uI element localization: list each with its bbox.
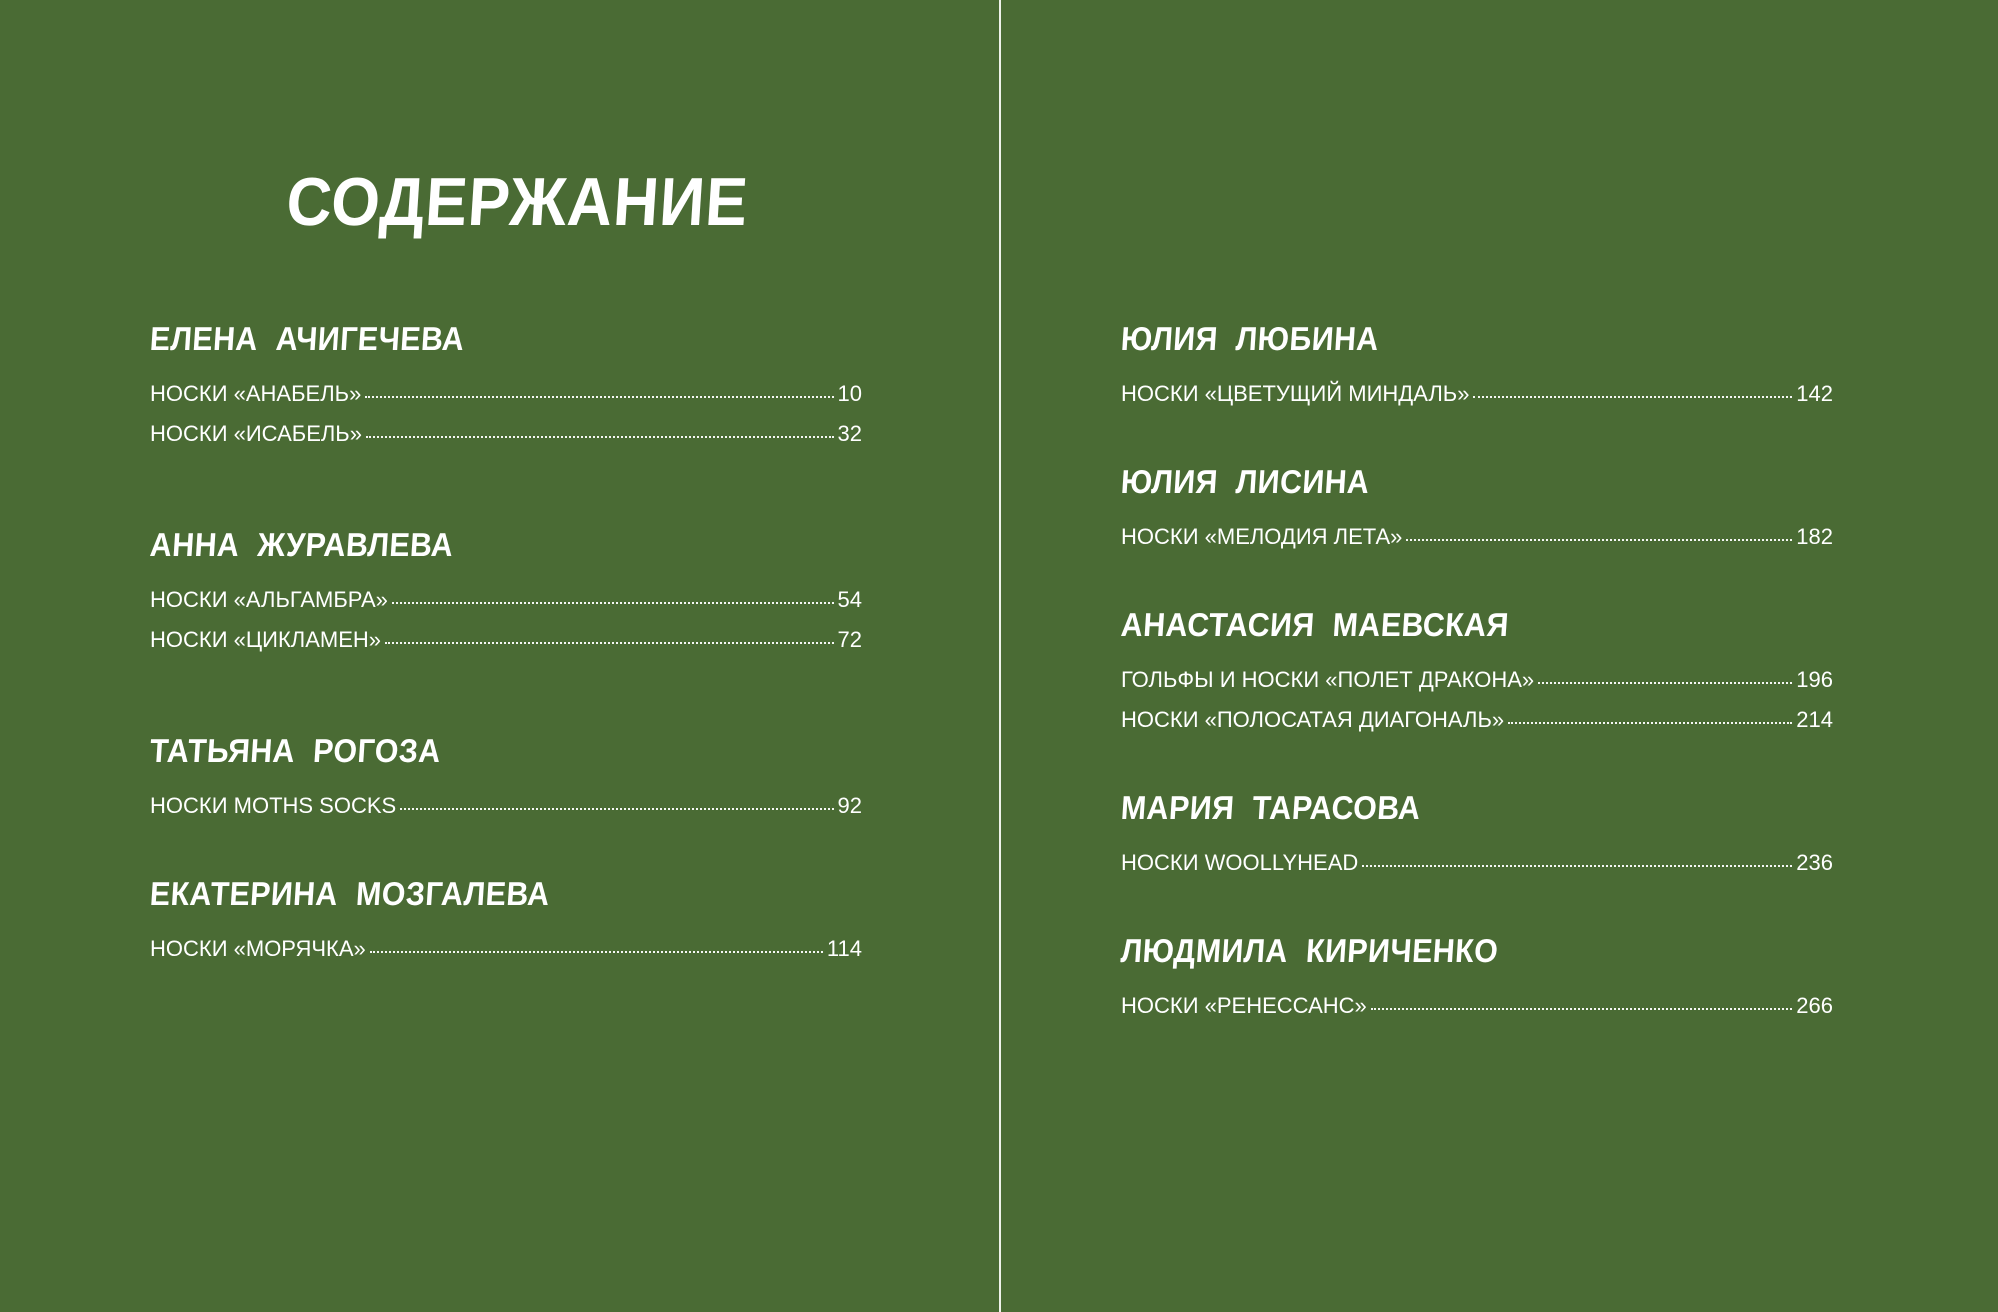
toc-entry[interactable]: [150, 929, 862, 969]
entry-page-number: 92: [837, 793, 862, 818]
dot-leader: [1362, 865, 1792, 867]
entry-title: НОСКИ «МОРЯЧКА»: [150, 936, 366, 961]
author-name: МАРИЯ ТАРАСОВА: [1119, 789, 1422, 826]
entry-page-number: 142: [1796, 381, 1833, 406]
toc-section-lyubina: [1121, 322, 1833, 414]
author-name: ЕКАТЕРИНА МОЗГАЛЕВА: [148, 875, 551, 912]
entry-title: НОСКИ MOTHS SOCKS: [150, 793, 397, 818]
toc-section-lisina: [1121, 465, 1833, 557]
entry-page-number: 32: [837, 421, 862, 446]
entry-title: НОСКИ «ЦВЕТУЩИЙ МИНДАЛЬ»: [1121, 381, 1470, 406]
right-page: [1001, 0, 1998, 1312]
toc-entry[interactable]: [1121, 374, 1833, 414]
entry-title: НОСКИ «АНАБЕЛЬ»: [150, 381, 362, 406]
author-name: ЛЮДМИЛА КИРИЧЕНКО: [1119, 932, 1500, 969]
author-name: ЕЛЕНА АЧИГЕЧЕВА: [148, 320, 466, 357]
entry-page-number: 214: [1796, 707, 1833, 732]
toc-entry[interactable]: [150, 374, 862, 414]
toc-section-zhuravleva: [150, 528, 862, 660]
dot-leader: [1473, 396, 1792, 398]
entry-title: НОСКИ «ЦИКЛАМЕН»: [150, 627, 381, 652]
dot-leader: [392, 602, 834, 604]
entry-page-number: 196: [1796, 667, 1833, 692]
entry-title: НОСКИ «МЕЛОДИЯ ЛЕТА»: [1121, 524, 1403, 549]
entry-title: НОСКИ «ПОЛОСАТАЯ ДИАГОНАЛЬ»: [1121, 707, 1505, 732]
author-name: ЮЛИЯ ЛЮБИНА: [1119, 320, 1381, 357]
toc-section-rogoza: [150, 734, 862, 826]
toc-entry[interactable]: [1121, 517, 1833, 557]
entry-title: ГОЛЬФЫ И НОСКИ «ПОЛЕТ ДРАКОНА»: [1121, 667, 1535, 692]
dot-leader: [1538, 682, 1792, 684]
toc-entry[interactable]: [1121, 986, 1833, 1026]
dot-leader: [385, 642, 834, 644]
toc-section-acigecheva: [150, 322, 862, 454]
entry-title: НОСКИ «РЕНЕССАНС»: [1121, 993, 1367, 1018]
page-title: СОДЕРЖАНИЕ: [284, 164, 751, 240]
toc-section-maevskaya: [1121, 608, 1833, 740]
dot-leader: [1406, 539, 1792, 541]
entry-page-number: 10: [837, 381, 862, 406]
toc-entry[interactable]: [1121, 660, 1833, 700]
dot-leader: [366, 436, 834, 438]
entry-page-number: 236: [1796, 850, 1833, 875]
entry-title: НОСКИ «ИСАБЕЛЬ»: [150, 421, 362, 446]
entry-page-number: 72: [837, 627, 862, 652]
author-name: ТАТЬЯНА РОГОЗА: [148, 732, 443, 769]
dot-leader: [1508, 722, 1792, 724]
entry-title: НОСКИ «АЛЬГАМБРА»: [150, 587, 388, 612]
entry-title: НОСКИ WOOLLYHEAD: [1121, 850, 1359, 875]
toc-section-tarasova: [1121, 791, 1833, 883]
toc-entry[interactable]: [150, 414, 862, 454]
entry-page-number: 114: [826, 936, 862, 961]
entry-page-number: 266: [1796, 993, 1833, 1018]
author-name: ЮЛИЯ ЛИСИНА: [1119, 463, 1371, 500]
dot-leader: [365, 396, 833, 398]
toc-section-mozgaleva: [150, 877, 862, 969]
dot-leader: [370, 951, 823, 953]
author-name: АННА ЖУРАВЛЕВА: [148, 526, 455, 563]
toc-entry[interactable]: [150, 786, 862, 826]
toc-entry[interactable]: [150, 620, 862, 660]
toc-entry[interactable]: [1121, 700, 1833, 740]
dot-leader: [400, 808, 833, 810]
toc-entry[interactable]: [1121, 843, 1833, 883]
dot-leader: [1371, 1008, 1793, 1010]
toc-section-kirichenko: [1121, 934, 1833, 1026]
entry-page-number: 54: [837, 587, 862, 612]
toc-entry[interactable]: [150, 580, 862, 620]
author-name: АНАСТАСИЯ МАЕВСКАЯ: [1119, 606, 1511, 643]
entry-page-number: 182: [1796, 524, 1833, 549]
